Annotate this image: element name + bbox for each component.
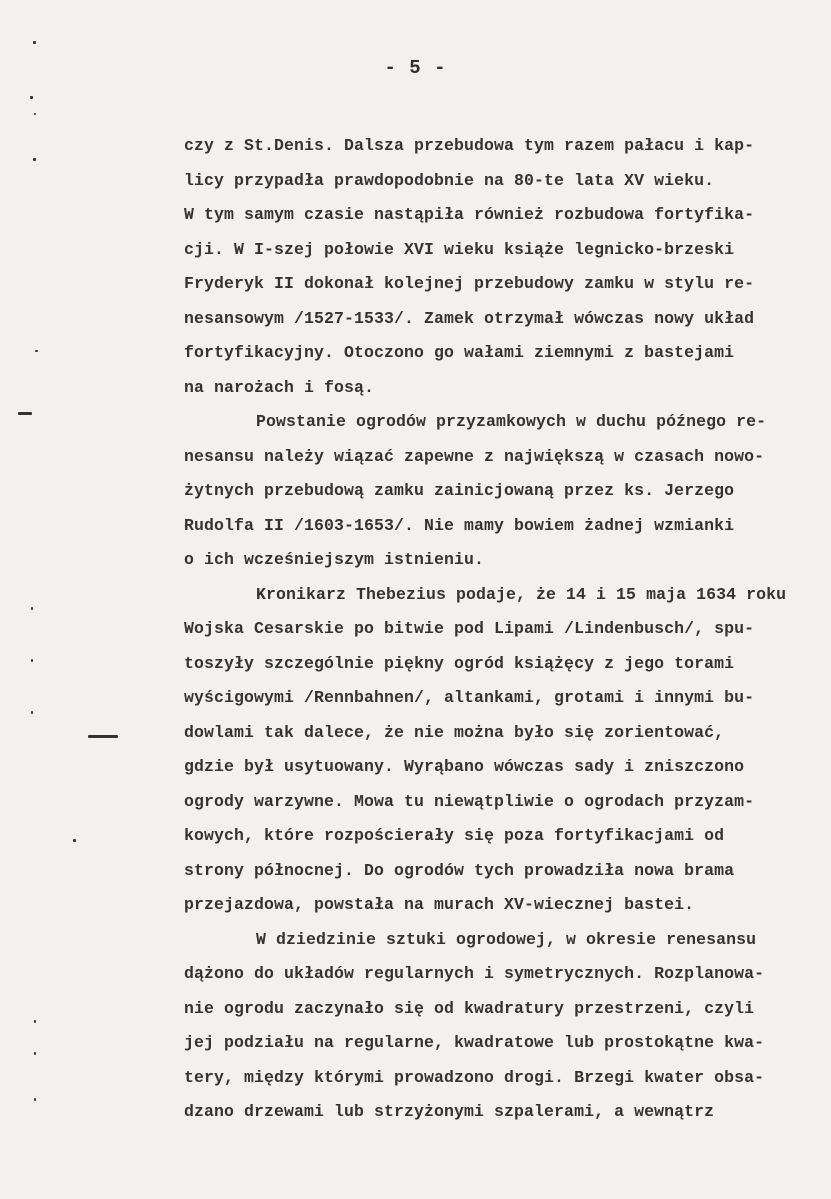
paragraph [184,129,784,405]
body-text [184,129,787,1130]
text-line: na narożach i fosą. [184,377,375,397]
text-line: cji. W I-szej połowie XVI wieku książe legnicko-brzeski [184,239,735,259]
text-line: Wojska Cesarskie po bitwie pod Lipami /Lindenbusch/, spu- [184,619,755,638]
text-line: Rudolfa II /1603-1653/. Nie mamy bowiem żadnej wzmianki [184,515,735,535]
margin-speck [34,113,36,115]
text-line: żytnych przebudową zamku zainicjowaną przez ks. Jerzego [184,481,735,500]
margin-speck [35,350,38,352]
text-line: gdzie był usytuowany. Wyrąbano wówczas sady i zniszczono [184,757,745,776]
text-line: dążono do układów regularnych i symetrycznych. Rozplanowa- [184,964,765,983]
margin-speck [33,158,36,161]
text-line: przejazdowa, powstała na murach XV-wiecznej bastei. [184,895,695,914]
paragraph [184,578,787,923]
text-line: czy z St.Denis. Dalsza przebudowa tym razem pałacu i kap- [184,136,755,155]
margin-speck [34,1098,36,1101]
margin-speck [33,41,36,44]
text-line: fortyfikacyjny. Otoczono go wałami ziemnymi z bastejami [184,343,735,362]
margin-speck [30,96,33,99]
text-line: nesansu należy wiązać zapewne z największą w czasach nowo- [184,446,765,466]
text-line: Fryderyk II dokonał kolejnej przebudowy zamku w stylu re- [184,274,755,293]
text-line: W tym samym czasie nastąpiła również rozbudowa fortyfika- [184,205,755,224]
text-line: Powstanie ogrodów przyzamkowych w duchu późnego re- [256,412,767,431]
text-line: o ich wcześniejszym istnieniu. [184,550,485,569]
text-line: toszyły szczególnie piękny ogród książęcy z jego torami [184,653,735,673]
text-line: dowlami tak dalece, że nie można było się zorientować, [184,722,725,742]
text-line: tery, między którymi prowadzono drogi. Brzegi kwater obsa- [184,1067,765,1087]
text-line: Kronikarz Thebezius podaje, że 14 i 15 maja 1634 roku [256,584,787,604]
text-line: strony północnej. Do ogrodów tych prowadziła nowa brama [184,860,735,880]
text-line: licy przypadła prawdopodobnie na 80-te lata XV wieku. [184,170,715,190]
margin-speck [73,839,76,842]
margin-speck [34,1052,36,1055]
text-line: W dziedzinie sztuki ogrodowej, w okresie renesansu [256,929,757,949]
text-line: kowych, które rozpościerały się poza fortyfikacjami od [184,826,725,845]
text-line: dzano drzewami lub strzyżonymi szpalerami, a wewnątrz [184,1102,715,1121]
margin-speck [31,711,33,714]
page-number: - 5 - [384,57,447,79]
paragraph [184,405,784,578]
text-line: jej podziału na regularne, kwadratowe lub prostokątne kwa- [184,1033,765,1052]
text-line: nie ogrodu zaczynało się od kwadratury przestrzeni, czyli [184,998,755,1018]
margin-speck [31,607,33,610]
text-line: nesansowym /1527-1533/. Zamek otrzymał wówczas nowy układ [184,308,755,328]
margin-speck [31,659,33,662]
text-line: ogrody warzywne. Mowa tu niewątpliwie o ogrodach przyzam- [184,791,755,811]
margin-speck [34,1020,36,1023]
margin-speck [18,412,32,415]
paragraph [184,923,784,1130]
text-line: wyścigowymi /Rennbahnen/, altankami, grotami i innymi bu- [184,688,755,707]
margin-speck [88,735,118,738]
